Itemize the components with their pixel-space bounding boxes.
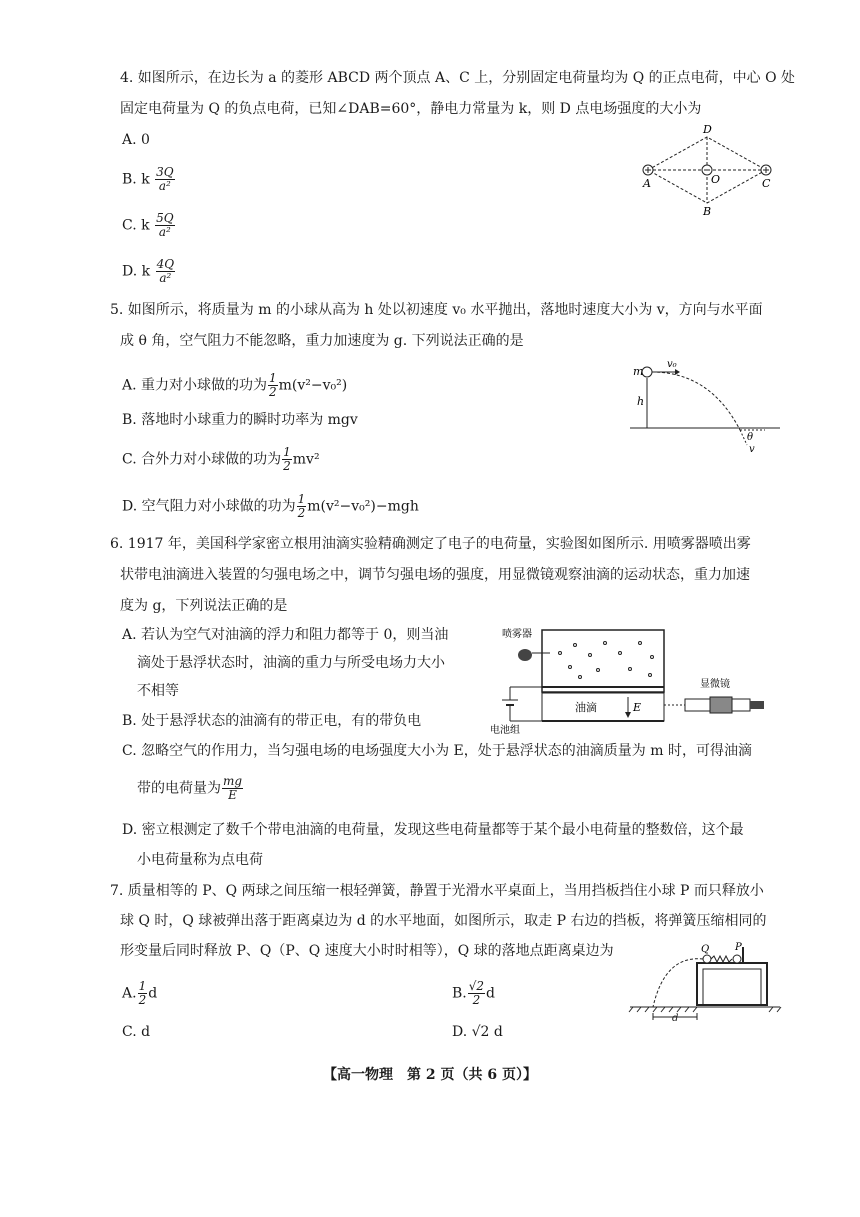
label-theta: θ <box>747 432 754 443</box>
label-d: d <box>672 1013 679 1024</box>
q4-c-num: 5Q <box>156 211 174 225</box>
q6-option-d-line1: D. 密立根测定了数千个带电油滴的电荷量，发现这些电荷量都等于某个最小电荷量的整数倍，这个最 <box>122 822 744 838</box>
q5-stem-line1: 5. 如图所示，将质量为 m 的小球从高为 h 处以初速度 v₀ 水平抛出，落地时速度大小为 v，方向与水平面 <box>110 302 763 318</box>
q5-c-num: 1 <box>283 445 291 459</box>
q5-c-den: 2 <box>283 459 291 473</box>
q7-b-num: √2 <box>468 979 485 993</box>
q5-c-prefix: C. 合外力对小球做的功为 <box>122 451 282 468</box>
q4-option-b-fraction <box>155 166 174 193</box>
spring <box>711 956 732 962</box>
q5-d-fraction <box>297 493 307 520</box>
q7-a-den: 2 <box>138 993 147 1007</box>
q5-option-a <box>122 372 347 399</box>
q7-option-d: D. √2 d <box>452 1024 503 1040</box>
q7-b-prefix: B. <box>452 985 467 1002</box>
q7-b-post: d <box>486 985 495 1002</box>
label-m: m <box>633 365 644 378</box>
q5-option-c <box>122 446 320 473</box>
q6-stem-line1: 6. 1917 年，美国科学家密立根用油滴实验精确测定了电子的电荷量，实验图如图所示. 用喷雾器喷出雾 <box>110 536 751 552</box>
q4-b-den: a² <box>158 179 171 193</box>
velocity-dashed <box>740 430 747 445</box>
q5-a-prefix: A. 重力对小球做的功为 <box>122 377 268 394</box>
q5-option-b: B. 落地时小球重力的瞬时功率为 mgv <box>122 412 358 428</box>
q5-projectile-figure <box>625 360 785 455</box>
q4-b-num: 3Q <box>156 165 174 179</box>
q7-stem-line1: 7. 质量相等的 P、Q 两球之间压缩一根轻弹簧，静置于光滑水平桌面上，当用挡板挡住小球 P 而只释放小 <box>110 883 764 899</box>
q7-a-fraction <box>138 980 148 1007</box>
q4-option-d <box>122 258 176 285</box>
q7-option-c: C. d <box>122 1024 151 1040</box>
q5-d-num: 1 <box>297 492 306 506</box>
oil-droplets <box>559 642 654 679</box>
q6-option-d-line2: 小电荷量称为点电荷 <box>137 852 263 868</box>
ball-p <box>733 955 741 963</box>
q5-a-num: 1 <box>269 371 277 385</box>
q6-c-fraction <box>222 775 243 802</box>
q7-stem-line3: 形变量后同时释放 P、Q（P、Q 速度大小时时相等），Q 球的落地点距离桌边为 <box>120 943 614 959</box>
label-b: B <box>703 205 712 218</box>
q7-stem-line2: 球 Q 时，Q 球被弹出落于距离桌边为 d 的水平地面，如图所示，取走 P 右边的挡板，将弹簧压缩相同的 <box>120 913 767 929</box>
label-e: E <box>633 701 642 714</box>
q5-a-den: 2 <box>269 385 277 399</box>
q6-option-c-line2 <box>137 775 244 802</box>
q4-stem-line1: 4. 如图所示，在边长为 a 的菱形 ABCD 两个顶点 A、C 上，分别固定电荷量均为 Q 的正点电荷，中心 O 处 <box>120 70 796 86</box>
q4-c-den: a² <box>158 225 171 239</box>
q7-a-post: d <box>148 985 158 1002</box>
q6-stem-line3: 度为 g，下列说法正确的是 <box>120 598 288 614</box>
q5-c-post: mv² <box>292 451 320 468</box>
q5-d-post: m(v²−v₀²)−mgh <box>307 498 419 515</box>
q6-millikan-figure <box>480 625 780 735</box>
q5-c-fraction <box>282 446 292 473</box>
chamber <box>542 630 664 692</box>
q4-option-b <box>122 166 176 193</box>
label-c: C <box>762 177 771 190</box>
q7-spring-figure <box>625 942 785 1024</box>
q4-option-d-prefix: D. k <box>122 263 151 280</box>
q4-rhombus-figure <box>640 123 780 218</box>
q6-c-prefix: 带的电荷量为 <box>137 780 221 797</box>
q5-d-den: 2 <box>297 506 306 520</box>
label-d: D <box>703 123 712 136</box>
q5-d-prefix: D. 空气阻力对小球做的功为 <box>122 498 296 515</box>
label-v: v <box>749 444 755 455</box>
q4-option-d-fraction <box>156 258 175 285</box>
label-sprayer: 喷雾器 <box>502 629 532 640</box>
ball <box>642 367 652 377</box>
label-v0: v₀ <box>667 359 677 370</box>
q5-a-post: m(v²−v₀²) <box>278 377 348 394</box>
label-h: h <box>637 395 645 408</box>
q5-stem-line2: 成 θ 角，空气阻力不能忽略，重力加速度为 g. 下列说法正确的是 <box>120 333 524 349</box>
q6-c-num: mg <box>223 774 243 788</box>
q6-stem-line2: 状带电油滴进入装置的匀强电场之中，调节匀强电场的强度，用显微镜观察油滴的运动状态，重力加速 <box>120 567 750 583</box>
label-p: P <box>735 942 742 953</box>
q6-c-den: E <box>228 788 237 802</box>
page-footer: 【高一物理 第 2 页（共 6 页）】 <box>323 1067 537 1083</box>
q6-option-b: B. 处于悬浮状态的油滴有的带正电，有的带负电 <box>122 713 422 729</box>
q-trajectory <box>653 959 703 1007</box>
q7-b-den: 2 <box>472 993 481 1007</box>
q6-option-c-line1: C. 忽略空气的作用力，当匀强电场的电场强度大小为 E，处于悬浮状态的油滴质量为 m 时，可得油滴 <box>122 743 752 759</box>
q4-option-c-prefix: C. k <box>122 217 150 234</box>
q4-option-c <box>122 212 176 239</box>
q4-option-c-fraction <box>155 212 174 239</box>
q7-option-a <box>122 980 157 1007</box>
q6-option-a-line2: 滴处于悬浮状态时，油滴的重力与所受电场力大小 <box>137 655 445 671</box>
ball-q <box>703 955 711 963</box>
trajectory <box>652 372 740 430</box>
label-drop: 油滴 <box>575 701 597 714</box>
q5-a-fraction <box>268 372 278 399</box>
q4-option-a: A. 0 <box>122 132 150 148</box>
label-o: O <box>711 173 721 186</box>
q4-option-b-prefix: B. k <box>122 171 150 188</box>
q7-a-num: 1 <box>138 979 147 993</box>
q4-stem-line2: 固定电荷量为 Q 的负点电荷，已知∠DAB=60°，静电力常量为 k，则 D 点电场强度的大小为 <box>120 101 702 117</box>
q5-option-d <box>122 493 419 520</box>
q7-b-fraction <box>468 980 485 1007</box>
label-a: A <box>643 177 651 190</box>
label-microscope: 显微镜 <box>700 679 730 690</box>
label-battery: 电池组 <box>490 725 520 736</box>
q6-option-a-line3: 不相等 <box>137 683 179 699</box>
label-q: Q <box>701 944 710 955</box>
q6-option-a-line1: A. 若认为空气对油滴的浮力和阻力都等于 0，则当油 <box>122 627 449 643</box>
lower-box <box>542 693 664 721</box>
q7-a-prefix: A. <box>122 985 137 1002</box>
sprayer-bulb <box>518 649 532 661</box>
q4-d-num: 4Q <box>156 257 175 271</box>
q7-option-b <box>452 980 495 1007</box>
q4-d-den: a² <box>159 271 172 285</box>
